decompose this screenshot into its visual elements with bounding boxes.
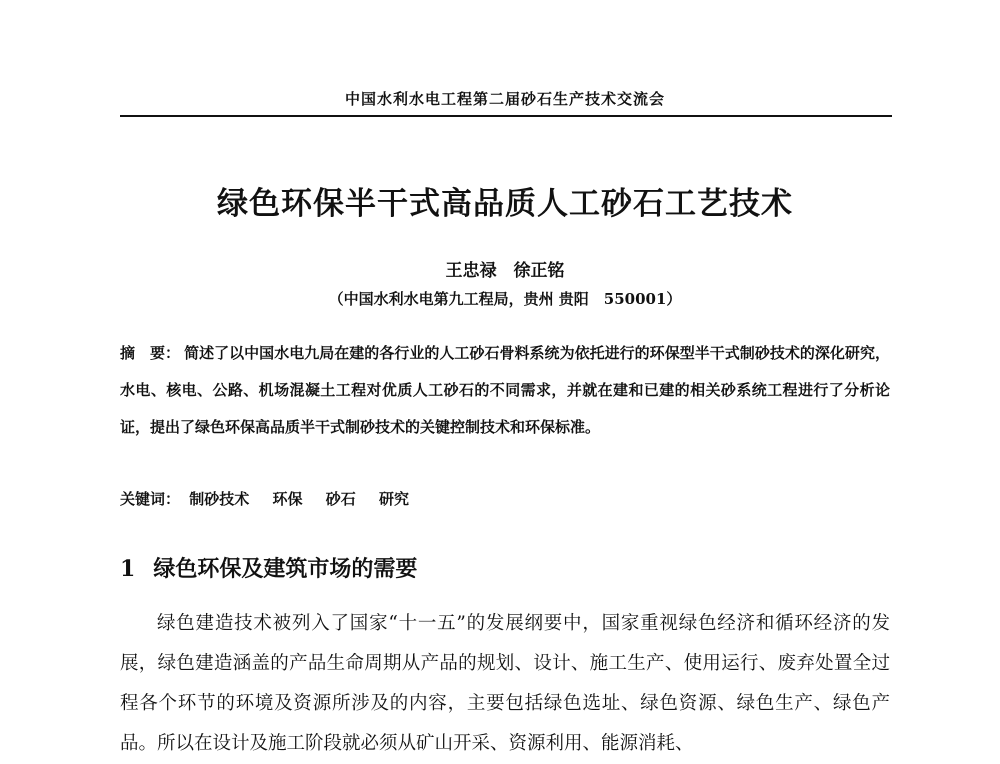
abstract (120, 335, 890, 446)
abstract-label: 摘 要： (120, 344, 181, 362)
section-heading (120, 552, 890, 583)
keywords-label: 关键词： (120, 490, 181, 508)
keyword-item: 砂石 (325, 490, 356, 508)
keyword-item: 研究 (379, 490, 410, 508)
paper-title: 绿色环保半干式高品质人工砂石工艺技术 (217, 186, 793, 222)
authors: 王忠禄 徐正铭 (445, 261, 565, 281)
keywords (120, 488, 890, 509)
header-rule (120, 115, 892, 117)
section-title: 绿色环保及建筑市场的需要 (153, 556, 418, 582)
running-header: 中国水利水电工程第二届砂石生产技术交流会 (344, 90, 665, 108)
abstract-text: 简述了以中国水电九局在建的各行业的人工砂石骨料系统为依托进行的环保型半干式制砂技术的深化研究，水电、核电、公路、机场混凝土工程对优质人工砂石的不同需求，并就在建和已建的相关砂系统工程进行了分析论证，提出了绿色环保高品质半干式制砂技术的关键控制技术和环保标准。 (120, 344, 890, 436)
section-number: 1 (120, 556, 136, 582)
affiliation: （中国水利水电第九工程局，贵州 贵阳 550001） (328, 290, 682, 308)
keyword-item: 制砂技术 (189, 490, 250, 508)
keyword-item: 环保 (272, 490, 303, 508)
body-paragraph: 绿色建造技术被列入了国家“十一五”的发展纲要中，国家重视绿色经济和循环经济的发展，绿色建造涵盖的产品生命周期从产品的规划、设计、施工生产、使用运行、废弃处置全过程各个环节的环境及资源所涉及的内容，主要包括绿色选址、绿色资源、绿色生产、绿色产品。所以在设计及施工阶段就必须从矿山开采、资源利用、能源消耗、 (120, 613, 890, 754)
